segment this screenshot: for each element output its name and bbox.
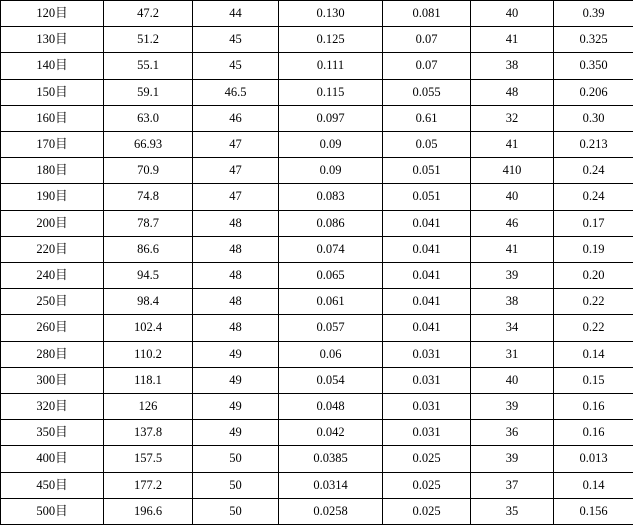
table-cell: 0.097: [279, 105, 383, 131]
table-cell: 190目: [1, 184, 104, 210]
table-cell: 0.07: [383, 27, 471, 53]
table-cell: 0.086: [279, 210, 383, 236]
table-row: [1, 132, 633, 158]
table-cell: 126: [104, 394, 193, 420]
table-cell: 48: [193, 315, 279, 341]
table-cell: 0.051: [383, 184, 471, 210]
table-cell: 66.93: [104, 132, 193, 158]
table-cell: 300目: [1, 367, 104, 393]
table-cell: 240目: [1, 263, 104, 289]
table-cell: 170目: [1, 132, 104, 158]
table-cell: 250目: [1, 289, 104, 315]
table-cell: 34: [471, 315, 554, 341]
table-cell: 118.1: [104, 367, 193, 393]
table-cell: 41: [471, 27, 554, 53]
table-row: [1, 1, 633, 27]
table-cell: 0.22: [554, 289, 633, 315]
table-cell: 0.041: [383, 210, 471, 236]
table-row: [1, 236, 633, 262]
table-cell: 0.031: [383, 394, 471, 420]
table-cell: 177.2: [104, 472, 193, 498]
table-cell: 74.8: [104, 184, 193, 210]
table-cell: 49: [193, 420, 279, 446]
table-cell: 0.074: [279, 236, 383, 262]
table-cell: 0.24: [554, 158, 633, 184]
table-cell: 0.013: [554, 446, 633, 472]
table-cell: 220目: [1, 236, 104, 262]
table-cell: 41: [471, 236, 554, 262]
table-cell: 40: [471, 367, 554, 393]
table-cell: 45: [193, 27, 279, 53]
table-cell: 0.041: [383, 289, 471, 315]
table-cell: 0.057: [279, 315, 383, 341]
table-cell: 160目: [1, 105, 104, 131]
table-cell: 46: [193, 105, 279, 131]
table-cell: 39: [471, 263, 554, 289]
table-cell: 350目: [1, 420, 104, 446]
table-row: [1, 367, 633, 393]
table-cell: 47: [193, 158, 279, 184]
table-cell: 0.14: [554, 341, 633, 367]
table-cell: 0.054: [279, 367, 383, 393]
table-cell: 48: [193, 289, 279, 315]
table-cell: 0.065: [279, 263, 383, 289]
table-cell: 44: [193, 1, 279, 27]
table-cell: 0.061: [279, 289, 383, 315]
table-cell: 0.130: [279, 1, 383, 27]
table-row: [1, 184, 633, 210]
table-cell: 0.206: [554, 79, 633, 105]
table-cell: 0.0385: [279, 446, 383, 472]
table-cell: 50: [193, 472, 279, 498]
table-row: [1, 27, 633, 53]
table-row: [1, 446, 633, 472]
table-cell: 0.05: [383, 132, 471, 158]
table-cell: 36: [471, 420, 554, 446]
table-cell: 78.7: [104, 210, 193, 236]
table-cell: 48: [193, 263, 279, 289]
table-row: [1, 341, 633, 367]
table-cell: 0.081: [383, 1, 471, 27]
table-cell: 0.24: [554, 184, 633, 210]
table-cell: 48: [193, 236, 279, 262]
table-row: [1, 289, 633, 315]
table-cell: 0.125: [279, 27, 383, 53]
table-cell: 50: [193, 446, 279, 472]
table-cell: 500目: [1, 498, 104, 524]
table-row: [1, 263, 633, 289]
table-cell: 0.048: [279, 394, 383, 420]
table-row: [1, 158, 633, 184]
table-row: [1, 498, 633, 524]
table-cell: 39: [471, 394, 554, 420]
table-cell: 137.8: [104, 420, 193, 446]
table-cell: 39: [471, 446, 554, 472]
table-cell: 0.20: [554, 263, 633, 289]
table-cell: 280目: [1, 341, 104, 367]
table-cell: 0.025: [383, 472, 471, 498]
table-cell: 0.61: [383, 105, 471, 131]
table-cell: 51.2: [104, 27, 193, 53]
table-cell: 260目: [1, 315, 104, 341]
table-row: [1, 210, 633, 236]
table-cell: 35: [471, 498, 554, 524]
table-cell: 450目: [1, 472, 104, 498]
table-cell: 157.5: [104, 446, 193, 472]
table-cell: 0.055: [383, 79, 471, 105]
table-cell: 200目: [1, 210, 104, 236]
table-row: [1, 105, 633, 131]
table-cell: 0.06: [279, 341, 383, 367]
table-cell: 46: [471, 210, 554, 236]
table-cell: 40: [471, 1, 554, 27]
table-cell: 0.042: [279, 420, 383, 446]
table-cell: 180目: [1, 158, 104, 184]
table-cell: 0.14: [554, 472, 633, 498]
table-cell: 0.16: [554, 420, 633, 446]
table-cell: 102.4: [104, 315, 193, 341]
table-cell: 50: [193, 498, 279, 524]
table-cell: 47.2: [104, 1, 193, 27]
table-cell: 410: [471, 158, 554, 184]
table-cell: 94.5: [104, 263, 193, 289]
table-cell: 48: [193, 210, 279, 236]
table-cell: 0.041: [383, 315, 471, 341]
table-cell: 400目: [1, 446, 104, 472]
table-cell: 120目: [1, 1, 104, 27]
table-cell: 0.031: [383, 420, 471, 446]
table-cell: 0.051: [383, 158, 471, 184]
table-cell: 0.031: [383, 367, 471, 393]
table-cell: 38: [471, 53, 554, 79]
table-cell: 196.6: [104, 498, 193, 524]
table-cell: 63.0: [104, 105, 193, 131]
table-cell: 59.1: [104, 79, 193, 105]
table-cell: 130目: [1, 27, 104, 53]
table-cell: 49: [193, 341, 279, 367]
table-cell: 31: [471, 341, 554, 367]
table-cell: 0.111: [279, 53, 383, 79]
table-cell: 70.9: [104, 158, 193, 184]
table-cell: 0.025: [383, 446, 471, 472]
table-cell: 41: [471, 132, 554, 158]
table-cell: 0.083: [279, 184, 383, 210]
table-row: [1, 420, 633, 446]
table-cell: 38: [471, 289, 554, 315]
table-cell: 40: [471, 184, 554, 210]
table-cell: 0.07: [383, 53, 471, 79]
table-cell: 0.041: [383, 236, 471, 262]
table-cell: 0.025: [383, 498, 471, 524]
table-cell: 49: [193, 367, 279, 393]
table-cell: 320目: [1, 394, 104, 420]
table-cell: 0.213: [554, 132, 633, 158]
table-row: [1, 53, 633, 79]
table-cell: 0.156: [554, 498, 633, 524]
table-cell: 0.09: [279, 158, 383, 184]
table-row: [1, 79, 633, 105]
table-cell: 110.2: [104, 341, 193, 367]
table-row: [1, 472, 633, 498]
table-row: [1, 394, 633, 420]
table-cell: 140目: [1, 53, 104, 79]
table-cell: 150目: [1, 79, 104, 105]
table-cell: 0.17: [554, 210, 633, 236]
table-cell: 32: [471, 105, 554, 131]
table-cell: 45: [193, 53, 279, 79]
table-cell: 0.031: [383, 341, 471, 367]
table-cell: 0.350: [554, 53, 633, 79]
table-cell: 0.19: [554, 236, 633, 262]
table-cell: 37: [471, 472, 554, 498]
table-cell: 0.15: [554, 367, 633, 393]
table-row: [1, 315, 633, 341]
table-cell: 0.16: [554, 394, 633, 420]
table-cell: 0.325: [554, 27, 633, 53]
table-cell: 0.115: [279, 79, 383, 105]
table-cell: 46.5: [193, 79, 279, 105]
table-cell: 49: [193, 394, 279, 420]
table-cell: 0.30: [554, 105, 633, 131]
table-cell: 48: [471, 79, 554, 105]
table-cell: 0.0258: [279, 498, 383, 524]
table-cell: 47: [193, 132, 279, 158]
table-cell: 0.0314: [279, 472, 383, 498]
table-cell: 86.6: [104, 236, 193, 262]
table-cell: 0.09: [279, 132, 383, 158]
table-cell: 98.4: [104, 289, 193, 315]
table-cell: 0.39: [554, 1, 633, 27]
table-cell: 0.041: [383, 263, 471, 289]
table-cell: 47: [193, 184, 279, 210]
table-cell: 0.22: [554, 315, 633, 341]
table-cell: 55.1: [104, 53, 193, 79]
